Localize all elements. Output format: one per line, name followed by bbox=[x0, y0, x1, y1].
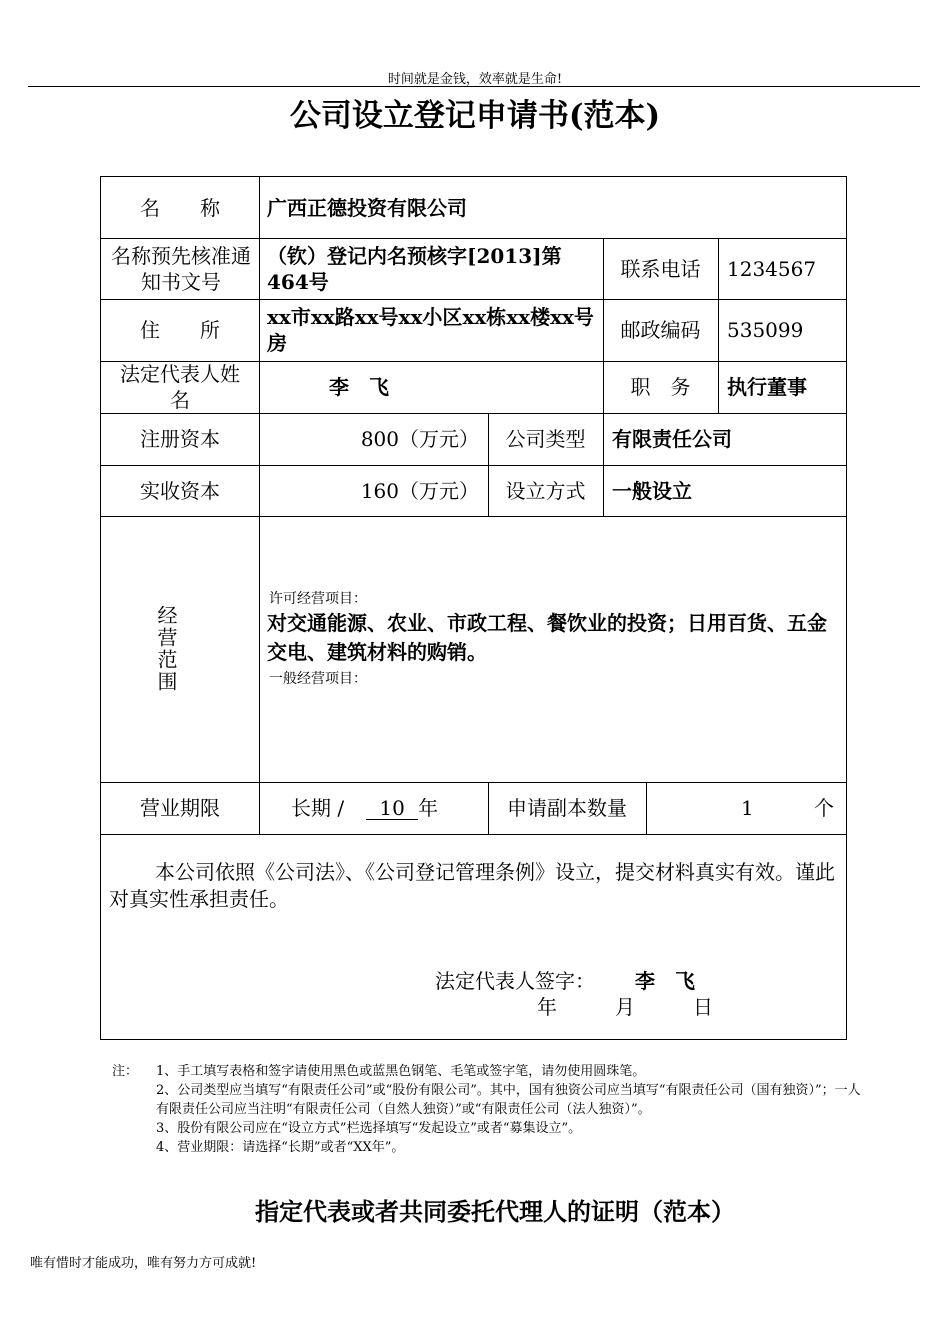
note-item: 注： 1、手工填写表格和签字请使用黑色或蓝黑色钢笔、毛笔或签字笔，请勿使用圆珠笔。 bbox=[112, 1064, 646, 1079]
name-notice-value: （钦）登记内名预核字[2013]第464号 bbox=[267, 243, 562, 294]
registered-capital-value: 800（万元） bbox=[360, 427, 479, 451]
copies-unit: 个 bbox=[814, 796, 834, 820]
date-month-label: 月 bbox=[615, 995, 635, 1019]
business-scope-label: 经营范围 bbox=[154, 605, 178, 693]
paid-capital-label: 实收资本 bbox=[140, 478, 220, 503]
note-item: 3、股份有限公司应在“设立方式”栏选择填写“发起设立”或者“募集设立”。 bbox=[156, 1121, 582, 1136]
note-item: 4、营业期限：请选择“长期”或者“XX年”。 bbox=[156, 1140, 405, 1155]
business-term-label: 营业期限 bbox=[140, 796, 220, 820]
header-divider bbox=[28, 86, 920, 87]
legal-rep-value: 李 飞 bbox=[329, 375, 389, 399]
company-name-label: 名 称 bbox=[140, 195, 220, 220]
phone-value: 1234567 bbox=[727, 256, 817, 281]
address-value: xx市xx路xx号xx小区xx栋xx楼xx号房 bbox=[267, 305, 594, 355]
postcode-value: 535099 bbox=[727, 318, 804, 342]
next-section-title: 指定代表或者共同委托代理人的证明（范本） bbox=[255, 1197, 735, 1226]
signature-value: 李 飞 bbox=[635, 969, 695, 993]
company-name-value: 广西正德投资有限公司 bbox=[267, 195, 467, 220]
legal-rep-label: 法定代表人姓 名 bbox=[120, 362, 260, 412]
term-year-unit: 年 bbox=[418, 796, 439, 820]
business-term bbox=[291, 782, 481, 834]
footer-motto: 唯有惜时才能成功，唯有努力方可成就! bbox=[30, 1256, 257, 1271]
company-type-value: 有限责任公司 bbox=[612, 427, 732, 451]
date-day-label: 日 bbox=[693, 995, 713, 1019]
header-motto: 时间就是金钱，效率就是生命! bbox=[387, 72, 563, 87]
address-label: 住 所 bbox=[140, 318, 220, 342]
column-divider bbox=[646, 782, 647, 834]
permit-scope-value: 对交通能源、农业、市政工程、餐饮业的投资；日用百货、五金交电、建筑材料的购销。 bbox=[267, 611, 827, 664]
company-type-label: 公司类型 bbox=[505, 427, 586, 451]
notes-prefix: 注： bbox=[112, 1064, 139, 1079]
copies-label: 申请副本数量 bbox=[507, 796, 627, 820]
paid-capital-value: 160（万元） bbox=[360, 478, 479, 503]
registered-capital-label: 注册资本 bbox=[140, 427, 220, 451]
application-form-table bbox=[100, 176, 847, 1040]
term-long-label: 长期 / bbox=[291, 796, 345, 820]
general-scope-label: 一般经营项目： bbox=[269, 671, 367, 687]
setup-method-label: 设立方式 bbox=[505, 478, 586, 503]
column-divider bbox=[718, 238, 719, 413]
column-divider bbox=[603, 413, 604, 516]
row-divider bbox=[101, 834, 846, 835]
signature-label: 法定代表人签字： bbox=[435, 969, 595, 993]
phone-label: 联系电话 bbox=[620, 256, 701, 281]
position-label: 职 务 bbox=[630, 375, 691, 399]
postcode-label: 邮政编码 bbox=[620, 318, 701, 342]
declaration-text: 本公司依照《公司法》、《公司登记管理条例》设立，提交材料真实有效。谨此对真实性承担责任。 bbox=[109, 860, 835, 911]
note-item: 2、公司类型应当填写“有限责任公司”或“股份有限公司”。其中，国有独资公司应当填写“有限责任公司（国有独资）”；一人有限责任公司应当注明“有限责任公司（自然人独资）”或“有限责任公司（法人独资）”。 bbox=[156, 1083, 861, 1117]
document-title: 公司设立登记申请书(范本) bbox=[289, 98, 661, 134]
date-year-label: 年 bbox=[537, 995, 557, 1019]
name-notice-label: 名称预先核准通知书文号 bbox=[111, 243, 251, 294]
permit-scope-label: 许可经营项目： bbox=[269, 591, 367, 607]
term-years-value: 10 bbox=[366, 797, 418, 820]
setup-method-value: 一般设立 bbox=[612, 478, 692, 503]
row-divider bbox=[101, 516, 846, 517]
notes-section bbox=[112, 1062, 872, 1157]
copies-value: 1 bbox=[741, 796, 754, 820]
position-value: 执行董事 bbox=[727, 375, 807, 399]
